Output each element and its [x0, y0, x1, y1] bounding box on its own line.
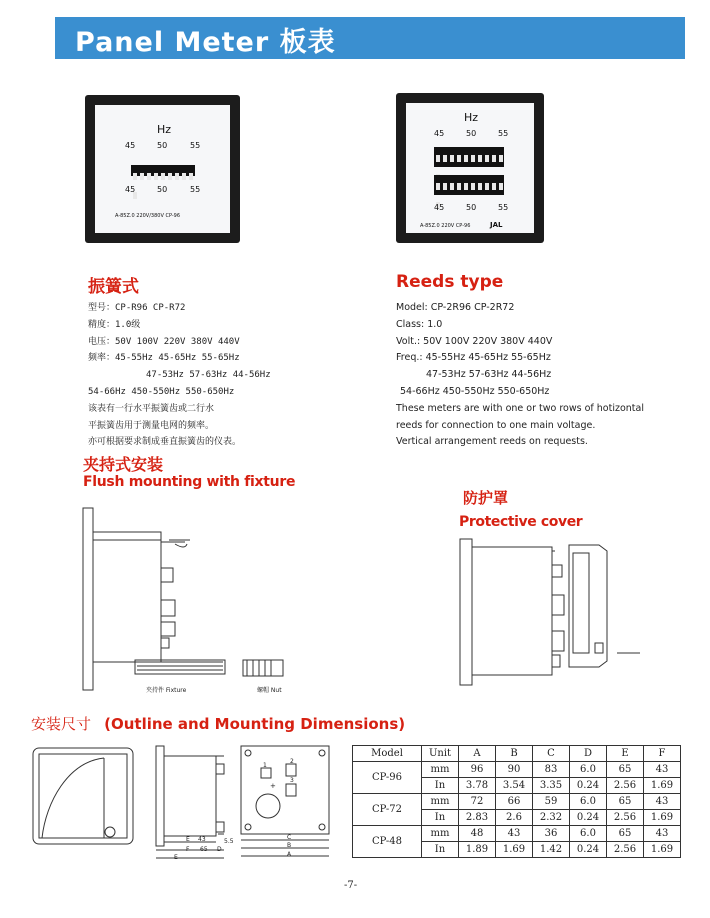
spec-line: Volt.: 50V 100V 220V 380V 440V [396, 335, 553, 347]
value-cell: 2.56 [607, 778, 644, 794]
cn-spec-heading: 振簧式 [88, 277, 139, 297]
value-cell: 2.56 [607, 842, 644, 858]
model-cell: CP-48 [353, 826, 422, 858]
spec-line: 47-53Hz 57-63Hz 44-56Hz [146, 370, 271, 381]
dim-label-e2: E [174, 854, 178, 861]
spec-line: 该表有一行水平振簧齿或二行水 [88, 403, 215, 414]
scale-label: 55 [498, 129, 509, 138]
unit-cell: In [422, 810, 459, 826]
value-cell: 3.78 [459, 778, 496, 794]
outline-heading [31, 713, 405, 734]
unit-cell: mm [422, 826, 459, 842]
scale-label: 50 [157, 185, 168, 194]
meter-photo-right [396, 93, 544, 243]
spec-line: 平振簧齿用于测量电网的频率。 [88, 420, 215, 431]
reed-row-bottom [434, 175, 504, 195]
table-row [353, 826, 681, 842]
unit-cell: In [422, 778, 459, 794]
model-cell: CP-96 [353, 762, 422, 794]
page-title: Panel Meter 板表 [75, 27, 336, 58]
dim-label-c: C [287, 834, 292, 841]
value-cell: 1.69 [644, 778, 681, 794]
scale-label: 45 [125, 141, 136, 150]
spec-line: Class: 1.0 [396, 318, 443, 330]
meter-foot-text: A-85Z.0 220V CP-96 [420, 223, 471, 229]
value-cell: 2.83 [459, 810, 496, 826]
scale-label: 50 [157, 141, 168, 150]
value-cell: 65 [607, 826, 644, 842]
model-cell: CP-72 [353, 794, 422, 826]
value-cell: 0.24 [570, 842, 607, 858]
table-row [353, 762, 681, 778]
nut-label: 螺帽 Nut [257, 687, 282, 694]
value-cell: 43 [644, 826, 681, 842]
value-cell: 83 [533, 762, 570, 778]
value-cell: 2.56 [607, 810, 644, 826]
scale-label: 55 [190, 141, 201, 150]
scale-label: 55 [498, 203, 509, 212]
meter-photo-left [85, 95, 240, 243]
table-header-row [353, 746, 681, 762]
value-cell: 1.69 [496, 842, 533, 858]
unit-cell: mm [422, 794, 459, 810]
value-cell: 6.0 [570, 762, 607, 778]
table-row [353, 794, 681, 810]
table-header-cell: D [570, 746, 607, 762]
spec-line: Model: CP-2R96 CP-2R72 [396, 302, 515, 313]
cover-heading-cn: 防护罩 [463, 489, 509, 507]
spec-line: 54-66Hz 450-550Hz 550-650Hz [88, 386, 235, 397]
scale-label: 55 [190, 185, 201, 194]
dim-label-43: 43 [198, 836, 206, 843]
cn-spec-list [88, 300, 271, 451]
outline-heading-en: (Outline and Mounting Dimensions) [104, 715, 406, 733]
value-cell: 36 [533, 826, 570, 842]
dim-label-65: 65 [200, 846, 208, 853]
unit-cell: mm [422, 762, 459, 778]
value-cell: 2.6 [496, 810, 533, 826]
value-cell: 65 [607, 794, 644, 810]
spec-line: 型号：CP-R96 CP-R72 [88, 303, 186, 313]
value-cell: 90 [496, 762, 533, 778]
dim-label-f: F [186, 846, 190, 853]
cover-drawing [455, 535, 660, 690]
value-cell: 96 [459, 762, 496, 778]
scale-label: 45 [434, 129, 445, 138]
reed-row-top [434, 147, 504, 167]
value-cell: 48 [459, 826, 496, 842]
dim-label-a: A [287, 851, 292, 858]
spec-line: reeds for connection to one main voltage. [396, 419, 596, 431]
value-cell: 72 [459, 794, 496, 810]
scale-label: 45 [434, 203, 445, 212]
page-number: -7- [344, 880, 358, 891]
meter-unit: Hz [464, 111, 479, 124]
meter-brand: JAL [490, 221, 503, 229]
en-spec-heading: Reeds type [396, 272, 504, 292]
spec-line: 电压：50V 100V 220V 380V 440V [88, 336, 240, 347]
value-cell: 43 [496, 826, 533, 842]
fixture-label: 夹持件 Fixture [146, 687, 187, 694]
table-header-cell: C [533, 746, 570, 762]
table-header-cell: F [644, 746, 681, 762]
table-header-cell: Model [353, 746, 422, 762]
cover-heading-en: Protective cover [459, 514, 583, 530]
spec-line: Vertical arrangement reeds on requests. [396, 436, 588, 448]
scale-label: 50 [466, 203, 477, 212]
dim-label-55: 5.5 [224, 838, 234, 845]
reed-row [131, 165, 195, 176]
value-cell: 59 [533, 794, 570, 810]
terminal-1: 1 [263, 762, 267, 769]
spec-line: 亦可根据要求制成垂直振簧齿的仪表。 [88, 437, 242, 448]
table-header-cell: A [459, 746, 496, 762]
spec-line: 精度：1.0级 [88, 319, 141, 330]
spec-line: 频率：45-55Hz 45-65Hz 55-65Hz [88, 353, 240, 364]
table-header-cell: B [496, 746, 533, 762]
scale-label: 50 [466, 129, 477, 138]
dimensions-table [352, 745, 681, 858]
value-cell: 65 [607, 762, 644, 778]
value-cell: 1.69 [644, 810, 681, 826]
value-cell: 0.24 [570, 778, 607, 794]
value-cell: 1.89 [459, 842, 496, 858]
value-cell: 6.0 [570, 794, 607, 810]
value-cell: 3.35 [533, 778, 570, 794]
dim-label-e: E [186, 836, 190, 843]
terminal-plus: + [270, 782, 276, 790]
value-cell: 66 [496, 794, 533, 810]
scale-label: 45 [125, 185, 136, 194]
en-spec-list [396, 300, 644, 451]
table-header-cell: E [607, 746, 644, 762]
dim-label-b: B [287, 842, 292, 849]
value-cell: 0.24 [570, 810, 607, 826]
meter-unit: Hz [157, 123, 172, 136]
value-cell: 1.69 [644, 842, 681, 858]
value-cell: 3.54 [496, 778, 533, 794]
outline-heading-cn: 安装尺寸 [31, 715, 92, 733]
value-cell: 43 [644, 762, 681, 778]
terminal-3: 3 [290, 777, 294, 784]
terminal-2: 2 [290, 758, 294, 765]
spec-line: These meters are with one or two rows of hotizontal [396, 402, 644, 414]
value-cell: 2.32 [533, 810, 570, 826]
value-cell: 6.0 [570, 826, 607, 842]
flush-heading-en: Flush mounting with fixture [83, 474, 296, 490]
flush-heading-cn: 夹持式安装 [83, 455, 164, 474]
dim-label-d: D [217, 846, 222, 853]
meter-foot-text: A-85Z.0 220V/380V CP-96 [115, 213, 181, 219]
flush-mount-drawing [75, 500, 305, 700]
unit-cell: In [422, 842, 459, 858]
table-header-cell: Unit [422, 746, 459, 762]
spec-line: 47-53Hz 57-63Hz 44-56Hz [426, 369, 552, 381]
spec-line: Freq.: 45-55Hz 45-65Hz 55-65Hz [396, 352, 551, 364]
value-cell: 1.42 [533, 842, 570, 858]
spec-line: 54-66Hz 450-550Hz 550-650Hz [400, 385, 550, 397]
value-cell: 43 [644, 794, 681, 810]
outline-drawing [28, 742, 353, 867]
